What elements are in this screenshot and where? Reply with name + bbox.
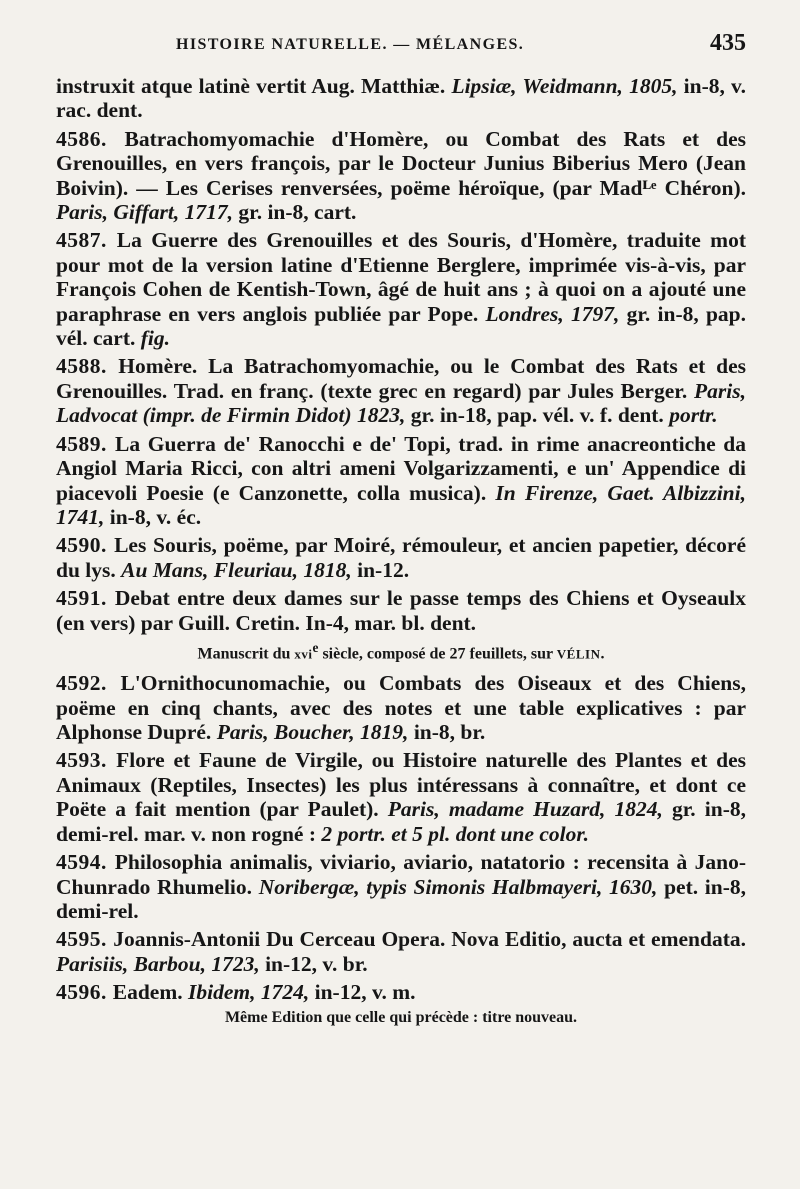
entry-number: 4593.: [56, 748, 117, 773]
entry-imprint: In Firenze, Gaet. Albizzini, 1741,: [56, 480, 746, 529]
entry-text: Eadem.: [112, 980, 188, 1005]
catalogue-entry: [56, 354, 746, 427]
entry-imprint: Paris, Boucher, 1819,: [216, 720, 409, 745]
entry-format: in-8, br.: [408, 720, 486, 745]
entry-number: 4592.: [56, 671, 121, 696]
entry-format: in-12.: [351, 557, 410, 582]
entry-extra: 2 portr. et 5 pl. dont une color.: [321, 821, 589, 846]
catalogue-entry: [56, 127, 746, 225]
entry-number: 4596.: [56, 980, 113, 1005]
catalogue-entry: [56, 228, 746, 350]
entry-text: instruxit atque latinè vertit Aug. Matthiæ.: [56, 74, 452, 98]
catalogue-entries: [56, 74, 746, 1029]
entry-text: Homère. La Batrachomyomachie, ou le Combat des Rats et des Grenouilles. Trad. en franç. (texte grec en regard) par Jules Berger.: [56, 354, 747, 403]
running-head: [56, 28, 746, 74]
entry-imprint: Lipsiæ, Weidmann, 1805,: [451, 74, 678, 98]
entry-imprint: Noribergæ, typis Simonis Halbmayeri, 1630,: [258, 874, 658, 899]
catalogue-entry: [56, 586, 746, 635]
running-title: HISTOIRE NATURELLE. — MÉLANGES.: [176, 36, 525, 53]
entry-text: Philosophia animalis, viviario, aviario, natatorio : recensita à Jano-Chunrado Rhumelio.: [56, 850, 746, 899]
entry-text: Debat entre deux dames sur le passe temps des Chiens et Oyseaulx (en vers) par Guill. Cretin. In-4, mar. bl. dent.: [56, 586, 746, 635]
entry-number: 4586.: [56, 126, 125, 151]
catalogue-entry: [56, 671, 746, 744]
entry-format: in-8, v. éc.: [104, 504, 202, 529]
entry-text: Joannis-Antonii Du Cerceau Opera. Nova Editio, aucta et emendata.: [113, 927, 746, 952]
entry-number: 4595.: [56, 927, 114, 952]
entry-number: 4590.: [56, 533, 115, 558]
catalogue-entry: [56, 533, 746, 582]
entry-extra: fig.: [140, 326, 171, 351]
entry-format: in-12, v. m.: [309, 980, 416, 1005]
entry-imprint: Londres, 1797,: [485, 301, 620, 326]
entry-format: pet. in-8, demi-rel.: [56, 874, 746, 923]
entry-imprint: Ibidem, 1724,: [188, 980, 310, 1005]
entry-format: gr. in-18, pap. vél. v. f. dent.: [405, 403, 670, 428]
entry-number: 4587.: [56, 228, 117, 253]
entry-text: La Guerra de' Ranocchi e de' Topi, trad. in rime anacreontiche da Angiol Maria Ricci, con altri ameni Volgarizzamenti, e un' Appendice di piacevoli Poesie (e Canzonette, colla musica).: [56, 431, 746, 505]
entry-number: 4591.: [56, 586, 115, 611]
entry-format: gr. in-8, cart.: [233, 200, 357, 225]
catalogue-entry: [56, 927, 746, 976]
entry-imprint: Au Mans, Fleuriau, 1818,: [121, 557, 352, 582]
entry-number: 4594.: [56, 850, 115, 875]
entry-format: gr. in-8, pap. vél. cart.: [56, 301, 747, 351]
page-number: 435: [710, 30, 746, 56]
entry-imprint: Paris, Ladvocat (impr. de Firmin Didot) 1823,: [56, 378, 746, 428]
entry-note: Manuscrit du xvi$^e$ siècle, composé de 27 feuillets, sur VÉLIN.: [197, 639, 605, 663]
entry-text: Les Souris, poëme, par Moiré, rémouleur, et ancien papetier, décoré du lys.: [56, 533, 747, 582]
catalogue-entry: [56, 748, 746, 846]
entry-imprint: Paris, Giffart, 1717,: [56, 200, 233, 225]
entry-imprint: Paris, madame Huzard, 1824,: [387, 797, 663, 822]
entry-number: 4589.: [56, 431, 116, 456]
entry-format: gr. in-8, demi-rel. mar. v. non rogné :: [56, 797, 746, 846]
entry-text: Flore et Faune de Virgile, ou Histoire naturelle des Plantes et des Animaux (Reptiles, Insectes) les plus intéressans à connaître, et dont ce Poëte a fait mention (par Paulet).: [56, 748, 746, 822]
entry-extra: portr.: [669, 403, 718, 428]
catalogue-entry: [56, 74, 746, 123]
catalogue-entry: [56, 850, 746, 923]
entry-format: in-12, v. br.: [259, 951, 368, 976]
catalogue-entry: [56, 980, 746, 1004]
entry-imprint: Parisiis, Barbou, 1723,: [56, 951, 260, 976]
entry-text: La Guerre des Grenouilles et des Souris, d'Homère, traduite mot pour mot de la version latine d'Etienne Berglere, imprimée vis-à-vis, par François Cohen de Kentish-Town, âgé de huit ans ; à quoi on a ajouté une paraphrase en vers anglois publiée par Pope.: [56, 228, 746, 326]
entry-format: in-8, v. rac. dent.: [56, 74, 747, 123]
entry-text: L'Ornithocunomachie, ou Combats des Oiseaux et des Chiens, poëme en cinq chants, avec des notes et une table explicatives : par Alphonse Dupré.: [56, 671, 747, 745]
entry-number: 4588.: [56, 354, 119, 379]
entry-note: Même Edition que celle qui précède : titre nouveau.: [224, 1008, 578, 1026]
entry-text: Batrachomyomachie d'Homère, ou Combat des Rats et des Grenouilles, en vers françois, par le Docteur Junius Biberius Mero (Jean Boivin). — Les Cerises renversées, poëme héroïque, (par Madᴸᵉ Chéron).: [56, 126, 747, 200]
catalogue-entry: [56, 432, 746, 530]
